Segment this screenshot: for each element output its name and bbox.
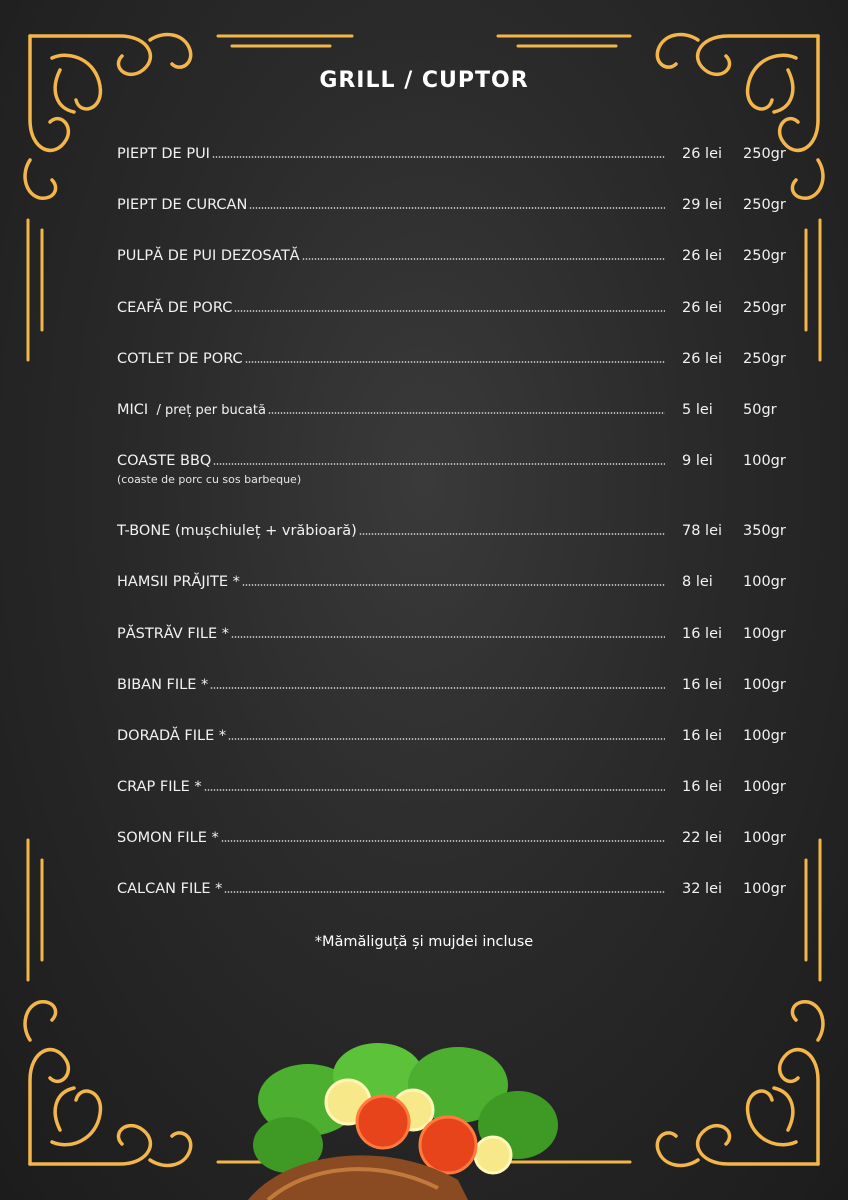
footer-note: *Mămăliguță și mujdei incluse <box>314 934 534 950</box>
menu-item <box>117 626 797 677</box>
item-weight: 50gr <box>743 401 777 418</box>
menu-item <box>117 197 797 248</box>
menu-item <box>117 881 797 932</box>
dot-leader <box>245 361 665 363</box>
dot-leader <box>210 687 665 689</box>
item-weight: 100gr <box>743 779 786 796</box>
dot-leader <box>228 738 665 740</box>
item-price: 16 lei <box>682 676 723 693</box>
dot-leader <box>221 840 665 842</box>
item-price: 26 lei <box>682 248 723 265</box>
item-weight: 100gr <box>743 625 786 642</box>
item-price: 32 lei <box>682 881 723 898</box>
item-name: PĂSTRĂV FILE * <box>117 625 230 642</box>
item-weight: 100gr <box>743 453 786 470</box>
menu-list <box>117 146 797 933</box>
item-name: PIEPT DE PUI <box>117 146 210 162</box>
menu-item <box>117 351 797 402</box>
item-name <box>117 402 266 418</box>
item-price: 26 lei <box>682 146 723 162</box>
dot-leader <box>268 412 665 414</box>
menu-item <box>117 300 797 351</box>
menu-item <box>117 523 797 574</box>
dot-leader <box>302 258 665 260</box>
item-name: DORADĂ FILE * <box>117 727 227 744</box>
item-price: 5 lei <box>682 401 713 418</box>
dot-leader <box>249 207 665 209</box>
dot-leader <box>242 584 665 586</box>
item-price: 22 lei <box>682 830 723 847</box>
menu-item <box>117 677 797 728</box>
item-name: CEAFĂ DE PORC <box>117 299 233 316</box>
item-price: 26 lei <box>682 350 723 367</box>
item-weight: 100gr <box>743 881 786 898</box>
item-weight: 250gr <box>743 350 786 367</box>
grilled-fish-salad-image <box>228 1030 588 1200</box>
dot-leader <box>231 636 665 638</box>
dot-leader <box>212 156 665 158</box>
item-weight: 350gr <box>743 523 786 540</box>
item-weight: 100gr <box>743 676 786 693</box>
item-weight: 100gr <box>743 727 786 744</box>
item-note: (coaste de porc cu sos barbeque) <box>117 473 302 487</box>
item-price: 8 lei <box>682 574 713 591</box>
item-price: 16 lei <box>682 625 723 642</box>
item-weight: 250gr <box>743 146 786 162</box>
menu-item <box>117 146 797 197</box>
item-name: PIEPT DE CURCAN <box>117 197 248 214</box>
item-price: 16 lei <box>682 779 723 796</box>
item-name-sub: / preț per bucată <box>148 402 266 418</box>
item-name: SOMON FILE * <box>117 830 219 847</box>
item-name: BIBAN FILE * <box>117 676 209 693</box>
item-name: HAMSII PRĂJITE * <box>117 574 240 591</box>
menu-item <box>117 728 797 779</box>
menu-item <box>117 779 797 830</box>
item-price: 26 lei <box>682 299 723 316</box>
item-weight: 250gr <box>743 248 786 265</box>
item-name: T-BONE (mușchiuleț + vrăbioară) <box>117 523 357 540</box>
item-price: 16 lei <box>682 727 723 744</box>
item-weight: 100gr <box>743 574 786 591</box>
item-price: 29 lei <box>682 197 723 214</box>
item-price: 78 lei <box>682 523 723 540</box>
item-weight: 250gr <box>743 299 786 316</box>
item-name: CRAP FILE * <box>117 779 202 796</box>
item-name: PULPĂ DE PUI DEZOSATĂ <box>117 248 300 265</box>
menu-item <box>117 402 797 453</box>
item-name: CALCAN FILE * <box>117 881 223 898</box>
dot-leader <box>234 310 665 312</box>
menu-item <box>117 453 797 523</box>
dot-leader <box>224 891 665 893</box>
dot-leader <box>359 533 665 535</box>
item-name-main: MICI <box>117 401 149 418</box>
menu-item <box>117 248 797 299</box>
menu-item <box>117 830 797 881</box>
item-weight: 250gr <box>743 197 786 214</box>
dot-leader <box>213 463 665 465</box>
item-name: COASTE BBQ <box>117 453 212 470</box>
item-name: COTLET DE PORC <box>117 350 243 367</box>
menu-item <box>117 574 797 625</box>
menu-title: GRILL / CUPTOR <box>319 68 529 93</box>
item-price: 9 lei <box>682 453 713 470</box>
item-weight: 100gr <box>743 830 786 847</box>
dot-leader <box>204 789 665 791</box>
